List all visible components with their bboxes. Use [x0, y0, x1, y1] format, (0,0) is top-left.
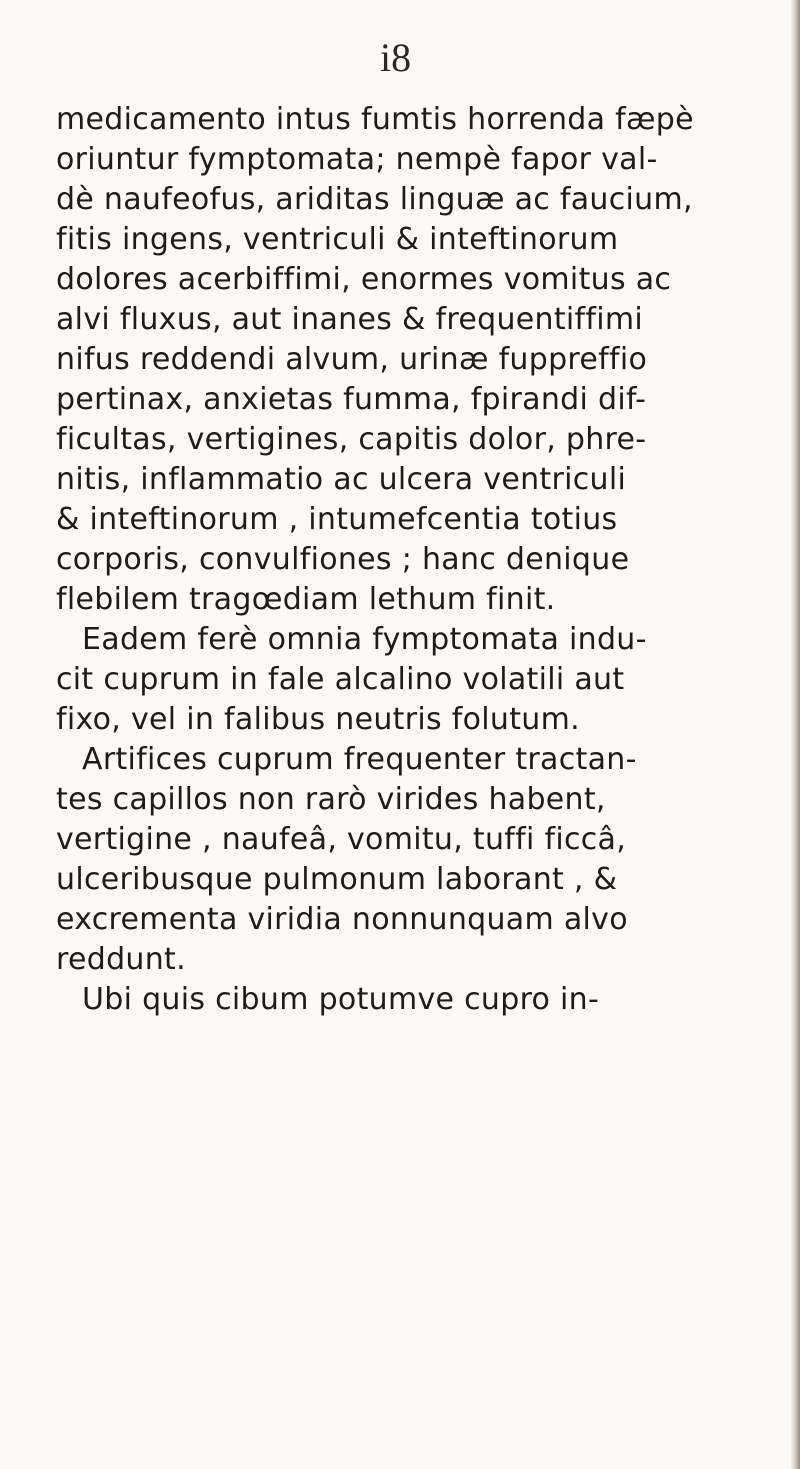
text-line: excrementa viridia nonnunquam alvo	[56, 902, 628, 937]
text-line: nifus reddendi alvum, urinæ fuppreffio	[56, 342, 648, 377]
text-line: alvi fluxus, aut inanes & frequentiffimi	[56, 302, 644, 337]
text-line: flebilem tragœdiam lethum finit.	[56, 582, 556, 617]
text-line: oriuntur fymptomata; nempè fapor val-	[56, 142, 658, 177]
body-text	[56, 100, 776, 1020]
paragraph-start-line: Artifices cuprum frequenter tractan-	[82, 742, 637, 777]
page-number: i8	[380, 35, 412, 80]
text-line: ulceribusque pulmonum laborant , &	[56, 862, 618, 897]
text-line: dolores acerbiffimi, enormes vomitus ac	[56, 262, 672, 297]
text-line: corporis, convulfiones ; hanc denique	[56, 542, 630, 577]
text-line: pertinax, anxietas fumma, fpirandi dif-	[56, 382, 647, 417]
text-line: nitis, inflammatio ac ulcera ventriculi	[56, 462, 627, 497]
text-line: tes capillos non rarò virides habent,	[56, 782, 606, 817]
paragraph-start-line: Eadem ferè omnia fymptomata indu-	[82, 622, 647, 657]
text-line: fixo, vel in falibus neutris folutum.	[56, 702, 580, 737]
text-line: vertigine , naufeâ, vomitu, tuffi ficcâ,	[56, 822, 627, 857]
text-line: fitis ingens, ventriculi & inteftinorum	[56, 222, 619, 257]
text-line: dè naufeofus, ariditas linguæ ac faucium,	[56, 182, 693, 217]
text-line: ficultas, vertigines, capitis dolor, phre-	[56, 422, 647, 457]
text-line: & inteftinorum , intumefcentia totius	[56, 502, 618, 537]
text-line: cit cuprum in fale alcalino volatili aut	[56, 662, 625, 697]
text-line: medicamento intus fumtis horrenda fæpè	[56, 102, 694, 137]
paragraph-start-line: Ubi quis cibum potumve cupro in-	[82, 982, 600, 1017]
text-line: reddunt.	[56, 942, 186, 977]
page-binding-edge	[791, 0, 800, 1469]
